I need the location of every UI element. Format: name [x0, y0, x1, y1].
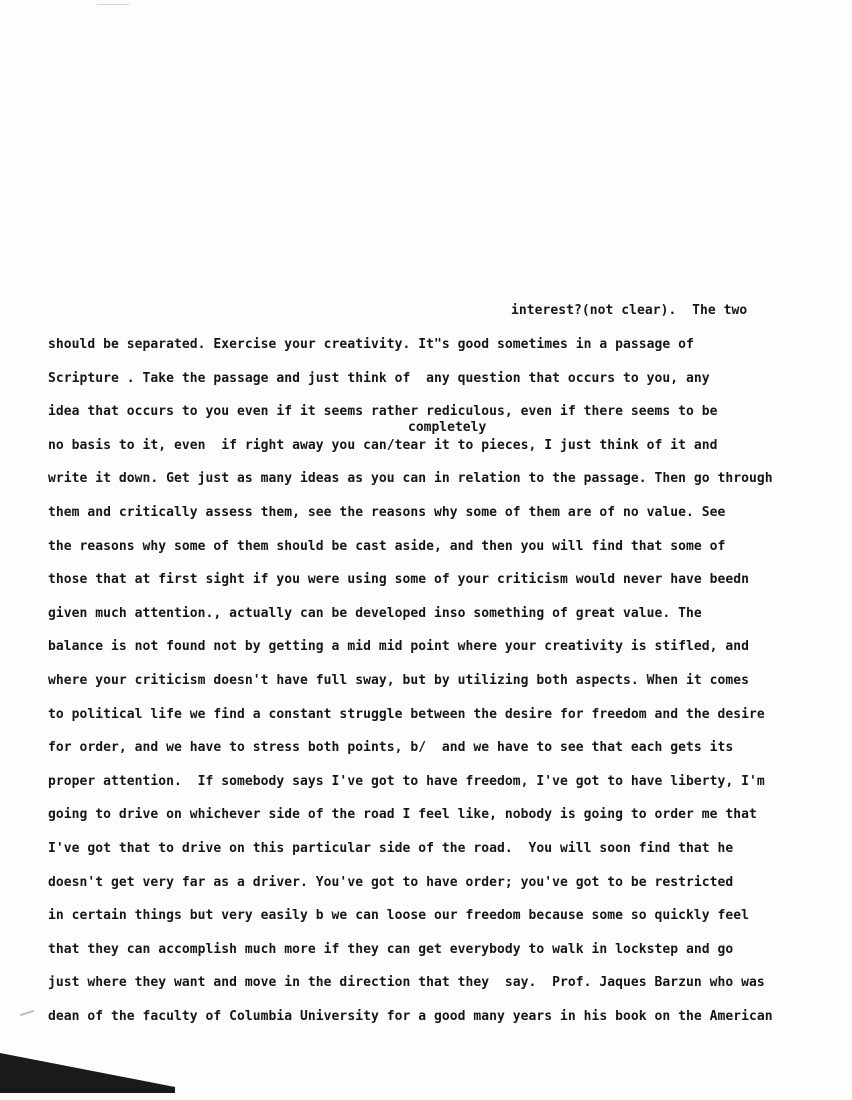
text-line: doesn't get very far as a driver. You've got to have order; you've got to be restricted	[48, 875, 734, 890]
text-line: no basis to it, even if right away you can/tear it to pieces, I just think of it and	[48, 438, 718, 453]
text-line: that they can accomplish much more if they can get everybody to walk in lockstep and go	[48, 942, 734, 957]
text-line: going to drive on whichever side of the road I feel like, nobody is going to order me that	[48, 807, 757, 822]
text-line: the reasons why some of them should be cast aside, and then you will find that some of	[48, 539, 726, 554]
text-line: I've got that to drive on this particular side of the road. You will soon find that he	[48, 841, 734, 856]
scan-page-edge-shadow	[0, 1053, 175, 1093]
text-line: Scripture . Take the passage and just think of any question that occurs to you, any	[48, 371, 710, 386]
text-line: proper attention. If somebody says I've got to have freedom, I've got to have liberty, I'm	[48, 774, 765, 789]
continuation-line: interest?(not clear). The two	[511, 303, 748, 318]
text-line: idea that occurs to you even if it seems rather rediculous, even if there seems to be	[48, 404, 718, 419]
text-line: those that at first sight if you were using some of your criticism would never have beedn	[48, 572, 750, 587]
text-line: where your criticism doesn't have full sway, but by utilizing both aspects. When it comes	[48, 673, 750, 688]
text-line: given much attention., actually can be developed inso something of great value. The	[48, 606, 702, 621]
text-line: write it down. Get just as many ideas as you can in relation to the passage. Then go through	[48, 471, 773, 486]
text-line: just where they want and move in the direction that they say. Prof. Jaques Barzun who was	[48, 975, 765, 990]
interlinear-insertion: completely	[408, 420, 487, 435]
text-line: dean of the faculty of Columbia University for a good many years in his book on the American	[48, 1009, 773, 1024]
scan-artifact-mark	[20, 1010, 34, 1016]
text-line: to political life we find a constant struggle between the desire for freedom and the desire	[48, 707, 765, 722]
text-line: should be separated. Exercise your creativity. It"s good sometimes in a passage of	[48, 337, 694, 352]
scan-artifact-dash	[97, 4, 129, 5]
text-line: for order, and we have to stress both points, b/ and we have to see that each gets its	[48, 740, 734, 755]
text-line: balance is not found not by getting a mid mid point where your creativity is stifled, and	[48, 639, 750, 654]
text-line: in certain things but very easily b we can loose our freedom because some so quickly feel	[48, 908, 750, 923]
text-line: them and critically assess them, see the reasons why some of them are of no value. See	[48, 505, 726, 520]
